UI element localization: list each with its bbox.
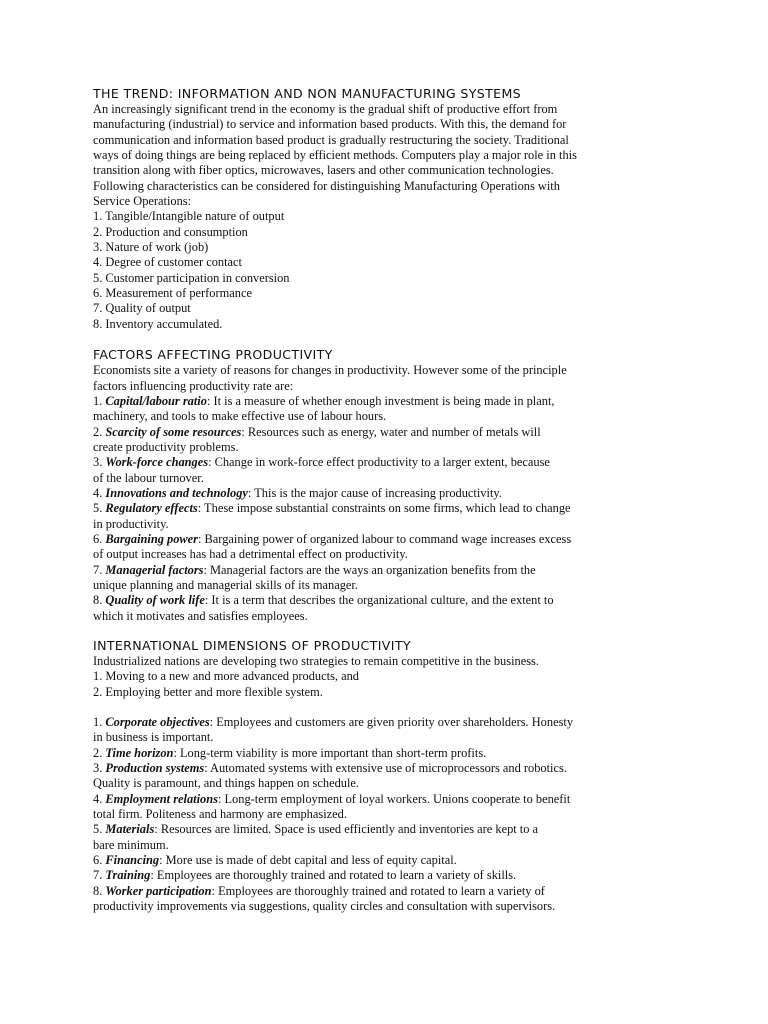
text-line: Following characteristics can be considered for distinguishing Manufacturing Operations with: [93, 178, 560, 193]
item-text: machinery, and tools to make effective use of labour hours.: [93, 409, 387, 424]
item-text: which it motivates and satisfies employees.: [93, 608, 308, 623]
item-number: 8.: [93, 883, 106, 898]
list-item-continuation: [93, 409, 673, 424]
characteristics-list: [93, 209, 673, 332]
list-item: [93, 868, 673, 883]
list-item: [93, 563, 673, 578]
text-line: factors influencing productivity rate are:: [93, 378, 294, 393]
item-text: : Managerial factors are the ways an organization benefits from the: [203, 562, 536, 577]
list-item-continuation: [93, 517, 673, 532]
item-number: 3.: [93, 761, 106, 776]
list-item: [93, 715, 673, 730]
item-text: : Long-term viability is more important than short-term profits.: [173, 745, 487, 760]
item-text: : Employees are thoroughly trained and rotated to learn a variety of: [211, 883, 545, 898]
factors-list: [93, 394, 673, 624]
list-item-continuation: [93, 730, 673, 745]
text-line: ways of doing things are being replaced by efficient methods. Computers play a major role in this: [93, 148, 577, 163]
section-trend: [93, 86, 673, 332]
item-text: : It is a term that describes the organizational culture, and the extent to: [204, 593, 554, 608]
item-text: total firm. Politeness and harmony are emphasized.: [93, 807, 347, 822]
intro-paragraph: [93, 363, 673, 394]
item-number: 7.: [93, 868, 106, 883]
list-item: 1. Moving to a new and more advanced products, and: [93, 669, 359, 684]
list-item: 1. Tangible/Intangible nature of output: [93, 209, 285, 224]
list-item: [93, 425, 673, 440]
item-number: 4.: [93, 791, 106, 806]
item-text: : These impose substantial constraints on some firms, which lead to change: [197, 501, 571, 516]
list-item: 2. Employing better and more flexible system.: [93, 684, 323, 699]
item-text: : Automated systems with extensive use of microprocessors and robotics.: [204, 761, 567, 776]
list-item: [93, 746, 673, 761]
text-line: communication and information based product is gradually restructuring the society. Traditional: [93, 132, 569, 147]
item-text: create productivity problems.: [93, 439, 239, 454]
section-heading: INTERNATIONAL DIMENSIONS OF PRODUCTIVITY: [93, 638, 411, 653]
text-line: Economists site a variety of reasons for changes in productivity. However some of the principle: [93, 363, 567, 378]
item-number: 5.: [93, 822, 106, 837]
item-text: : Bargaining power of organized labour to command wage increases excess: [198, 531, 572, 546]
list-item-continuation: [93, 899, 673, 914]
list-item: 2. Production and consumption: [93, 224, 248, 239]
text-line: Industrialized nations are developing two strategies to remain competitive in the business.: [93, 654, 539, 668]
item-text: unique planning and managerial skills of its manager.: [93, 577, 358, 592]
item-text: of the labour turnover.: [93, 470, 204, 485]
intro-paragraph: [93, 654, 673, 700]
list-item: [93, 455, 673, 470]
item-term: Employment relations: [105, 791, 218, 806]
intro-paragraph: [93, 102, 673, 209]
list-item: 7. Quality of output: [93, 301, 191, 316]
text-line: An increasingly significant trend in the economy is the gradual shift of productive effort from: [93, 102, 558, 116]
item-text: bare minimum.: [93, 837, 169, 852]
text-line: Service Operations:: [93, 194, 192, 209]
list-item: [93, 593, 673, 608]
item-text: of output increases has had a detrimental effect on productivity.: [93, 547, 408, 562]
item-text: in business is important.: [93, 730, 214, 745]
list-item: [93, 853, 673, 868]
item-term: Quality of work life: [105, 593, 205, 608]
item-number: 1.: [93, 393, 106, 408]
item-text: : Change in work-force effect productivity to a larger extent, because: [208, 455, 550, 470]
item-text: in productivity.: [93, 516, 169, 531]
section-factors: [93, 347, 673, 624]
list-item-continuation: [93, 838, 673, 853]
item-number: 6.: [93, 531, 106, 546]
item-number: 2.: [93, 424, 106, 439]
list-item-continuation: [93, 547, 673, 562]
item-text: : Employees are thoroughly trained and rotated to learn a variety of skills.: [150, 868, 517, 883]
item-term: Scarcity of some resources: [105, 424, 242, 439]
item-term: Financing: [105, 853, 160, 868]
list-item-continuation: [93, 578, 673, 593]
list-item-continuation: [93, 440, 673, 455]
item-text: Quality is paramount, and things happen on schedule.: [93, 776, 359, 791]
item-term: Worker participation: [105, 883, 212, 898]
item-term: Managerial factors: [105, 562, 204, 577]
section-international: [93, 638, 673, 915]
item-term: Corporate objectives: [105, 715, 210, 730]
list-item: [93, 486, 673, 501]
list-item: 6. Measurement of performance: [93, 286, 252, 301]
list-item: 4. Degree of customer contact: [93, 255, 242, 270]
list-item-continuation: [93, 807, 673, 822]
text-line: transition along with fiber optics, microwaves, lasers and other communication technologies.: [93, 163, 554, 178]
list-item: [93, 532, 673, 547]
item-text: : Employees and customers are given priority over shareholders. Honesty: [209, 715, 574, 730]
item-term: Time horizon: [105, 745, 174, 760]
item-text: : Long-term employment of loyal workers. Unions cooperate to benefit: [217, 791, 571, 806]
item-text: productivity improvements via suggestions, quality circles and consultation with supervisors.: [93, 899, 556, 914]
item-term: Training: [105, 868, 151, 883]
item-text: : More use is made of debt capital and less of equity capital.: [159, 853, 457, 868]
list-item-continuation: [93, 471, 673, 486]
item-number: 8.: [93, 593, 106, 608]
item-term: Bargaining power: [105, 531, 198, 546]
item-text: : It is a measure of whether enough investment is being made in plant,: [206, 393, 555, 408]
document-body: [93, 86, 673, 915]
item-term: Regulatory effects: [105, 501, 198, 516]
item-number: 6.: [93, 853, 106, 868]
item-number: 3.: [93, 455, 106, 470]
list-item: [93, 792, 673, 807]
list-item: 5. Customer participation in conversion: [93, 270, 290, 285]
section-heading: FACTORS AFFECTING PRODUCTIVITY: [93, 347, 333, 363]
item-term: Work-force changes: [105, 455, 209, 470]
item-term: Production systems: [105, 761, 205, 776]
list-item: 8. Inventory accumulated.: [93, 316, 223, 331]
item-number: 5.: [93, 501, 106, 516]
item-text: : This is the major cause of increasing productivity.: [247, 485, 502, 500]
item-number: 7.: [93, 562, 106, 577]
dimensions-list: [93, 715, 673, 914]
item-text: : Resources are limited. Space is used efficiently and inventories are kept to a: [154, 822, 539, 837]
item-term: Materials: [105, 822, 155, 837]
list-item: [93, 394, 673, 409]
text-line: manufacturing (industrial) to service and information based products. With this, the demand for: [93, 117, 567, 132]
item-text: : Resources such as energy, water and number of metals will: [241, 424, 541, 439]
list-item: [93, 501, 673, 516]
list-item: 3. Nature of work (job): [93, 240, 209, 255]
list-item: [93, 822, 673, 837]
paragraph-spacer: [93, 700, 673, 715]
item-term: Innovations and technology: [105, 485, 248, 500]
list-item: [93, 884, 673, 899]
list-item: [93, 761, 673, 776]
item-term: Capital/labour ratio: [105, 393, 207, 408]
item-number: 4.: [93, 485, 106, 500]
item-number: 1.: [93, 715, 106, 730]
item-number: 2.: [93, 745, 106, 760]
list-item-continuation: [93, 776, 673, 791]
section-heading: THE TREND: INFORMATION AND NON MANUFACTURING SYSTEMS: [93, 86, 522, 101]
list-item-continuation: [93, 609, 673, 624]
